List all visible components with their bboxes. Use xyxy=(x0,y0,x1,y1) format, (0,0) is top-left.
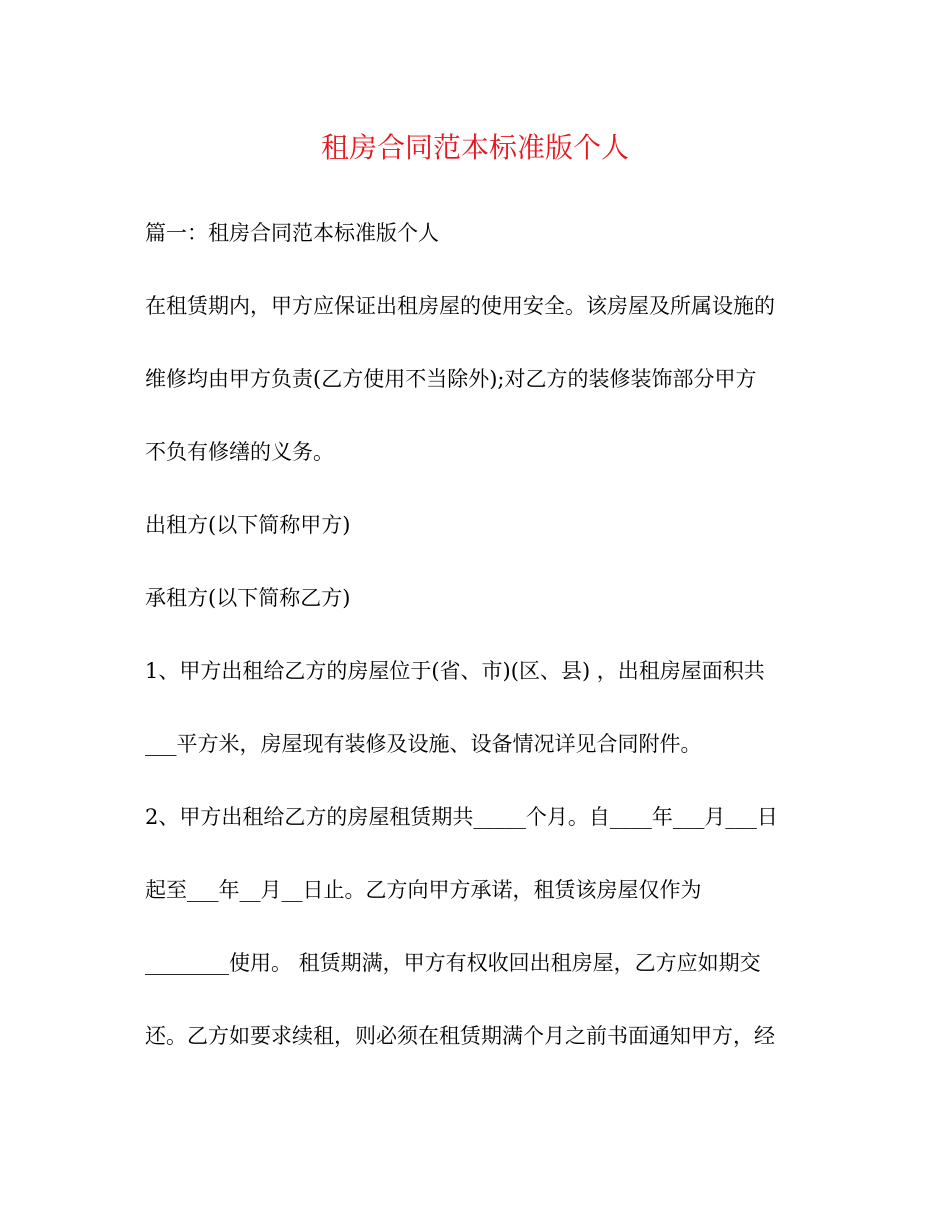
paragraph-line: 维修均由甲方负责(乙方使用不当除外);对乙方的装修装饰部分甲方 xyxy=(145,367,757,391)
section-heading: 篇一：租房合同范本标准版个人 xyxy=(145,221,439,245)
clause-line: ___平方米，房屋现有装修及设施、设备情况详见合同附件。 xyxy=(145,732,702,756)
clause-line: 起至___年__月__日止。乙方向甲方承诺，租赁该房屋仅作为 xyxy=(145,878,702,902)
clause-line: ________使用。 租赁期满，甲方有权收回出租房屋，乙方应如期交 xyxy=(145,951,761,975)
clause-line: 2、甲方出租给乙方的房屋租赁期共_____个月。自____年___月___日 xyxy=(145,805,778,829)
clause-line: 还。乙方如要求续租，则必须在租赁期满个月之前书面通知甲方，经 xyxy=(145,1024,775,1048)
paragraph-line: 在租赁期内，甲方应保证出租房屋的使用安全。该房屋及所属设施的 xyxy=(145,294,775,318)
clause-line: 1、甲方出租给乙方的房屋位于(省、市)(区、县) ，出租房屋面积共 xyxy=(145,659,765,683)
party-lessee-line: 承租方(以下简称乙方) xyxy=(145,586,351,610)
paragraph-line: 不负有修缮的义务。 xyxy=(145,440,334,464)
party-lessor-line: 出租方(以下简称甲方) xyxy=(145,513,351,537)
document-title: 租房合同范本标准版个人 xyxy=(320,131,629,164)
